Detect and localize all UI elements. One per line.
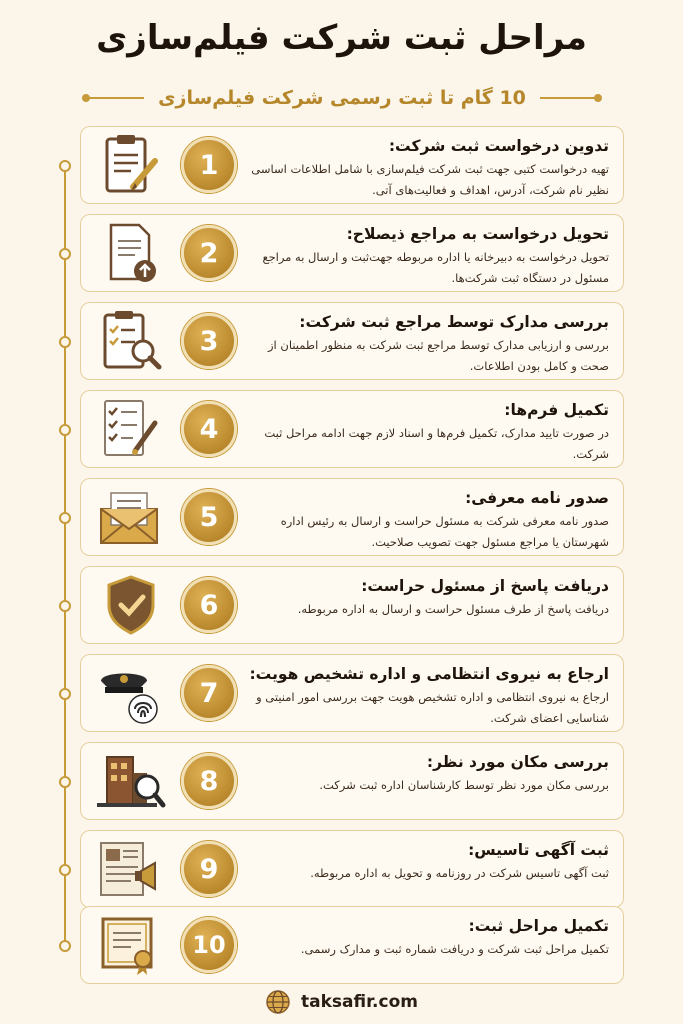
step-card-7 <box>80 654 624 732</box>
timeline-dot <box>59 512 71 524</box>
step-description: تهیه درخواست کتبی جهت ثبت شرکت فیلم‌سازی با شامل اطلاعات اساسی نظیر نام شرکت، آدرس، اهداف و فعالیت‌های آتی. <box>251 162 609 197</box>
certificate-ribbon-icon <box>91 913 173 977</box>
divider-left <box>86 97 144 99</box>
step-description: تکمیل مراحل ثبت شرکت و دریافت شماره ثبت و مدارک رسمی. <box>300 942 609 956</box>
step-card-9 <box>80 830 624 908</box>
step-card-3 <box>80 302 624 380</box>
step-description: در صورت تایید مدارک، تکمیل فرم‌ها و اسناد لازم جهت ادامه مراحل ثبت شرکت. <box>264 426 609 461</box>
step-description: صدور نامه معرفی شرکت به مسئول حراست و ارسال به رئیس اداره شهرستان یا مراجع مسئول جهت تصویب صلاحیت. <box>280 514 609 549</box>
step-description: بررسی و ارزیابی مدارک توسط مراجع ثبت شرکت به منظور اطمینان از صحت و کامل بودن اطلاعات. <box>267 338 609 373</box>
newspaper-megaphone-icon <box>91 837 173 901</box>
step-card-8 <box>80 742 624 820</box>
step-description: دریافت پاسخ از طرف مسئول حراست و ارسال به اداره مربوطه. <box>297 602 609 616</box>
document-upload-icon <box>91 221 173 285</box>
checklist-magnifier-icon <box>91 309 173 373</box>
step-title: تحویل درخواست به مراجع ذیصلاح: <box>346 225 609 243</box>
step-card-2 <box>80 214 624 292</box>
step-card-6 <box>80 566 624 644</box>
page-subtitle: 10 گام تا ثبت رسمی شرکت فیلم‌سازی <box>158 87 526 109</box>
timeline-dot <box>59 600 71 612</box>
timeline-dot <box>59 688 71 700</box>
step-description: ثبت آگهی تاسیس شرکت در روزنامه و تحویل به اداره مربوطه. <box>310 866 609 880</box>
timeline-dot <box>59 336 71 348</box>
page-title: مراحل ثبت شرکت فیلم‌سازی <box>96 18 587 58</box>
step-title: تدوین درخواست ثبت شرکت: <box>388 137 609 155</box>
globe-icon <box>265 989 291 1015</box>
divider-right <box>540 97 598 99</box>
clipboard-pencil-icon <box>91 133 173 197</box>
timeline-dot <box>59 864 71 876</box>
timeline-dot <box>59 248 71 260</box>
timeline-line <box>64 160 66 950</box>
step-card-10 <box>80 906 624 984</box>
step-title: دریافت پاسخ از مسئول حراست: <box>361 577 609 595</box>
step-title: تکمیل مراحل ثبت: <box>468 917 609 935</box>
step-number: 8 <box>181 753 237 809</box>
step-title: صدور نامه معرفی: <box>465 489 609 507</box>
building-magnifier-icon <box>91 749 173 813</box>
police-fingerprint-icon <box>91 661 173 725</box>
step-title: بررسی مدارک توسط مراجع ثبت شرکت: <box>299 313 609 331</box>
step-title: تکمیل فرم‌ها: <box>504 401 609 419</box>
step-description: بررسی مکان مورد نظر توسط کارشناسان اداره ثبت شرکت. <box>319 778 609 792</box>
step-description: ارجاع به نیروی انتظامی و اداره تشخیص هویت جهت بررسی امور امنیتی و شناسایی اعضای شرکت. <box>256 690 609 725</box>
shield-check-icon <box>91 573 173 637</box>
step-number: 7 <box>181 665 237 721</box>
site-url-link[interactable]: taksafir.com <box>301 992 418 1012</box>
step-card-4 <box>80 390 624 468</box>
step-number: 10 <box>181 917 237 973</box>
timeline-dot <box>59 424 71 436</box>
step-number: 3 <box>181 313 237 369</box>
footer <box>0 988 683 1016</box>
form-pen-icon <box>91 397 173 461</box>
step-card-1 <box>80 126 624 204</box>
step-description: تحویل درخواست به دبیرخانه یا اداره مربوطه جهت‌ثبت و ارسال به مراجع مسئول در دستگاه ثبت شرکت‌ها. <box>262 250 609 285</box>
timeline-dot <box>59 940 71 952</box>
step-number: 2 <box>181 225 237 281</box>
step-number: 5 <box>181 489 237 545</box>
step-title: ثبت آگهی تاسیس: <box>468 841 609 859</box>
step-title: بررسی مکان مورد نظر: <box>426 753 609 771</box>
timeline-dot <box>59 160 71 172</box>
step-number: 4 <box>181 401 237 457</box>
envelope-letter-icon <box>91 485 173 549</box>
subtitle-row <box>86 82 598 114</box>
step-number: 1 <box>181 137 237 193</box>
step-card-5 <box>80 478 624 556</box>
step-number: 9 <box>181 841 237 897</box>
step-number: 6 <box>181 577 237 633</box>
timeline-dot <box>59 776 71 788</box>
step-title: ارجاع به نیروی انتظامی و اداره تشخیص هویت: <box>249 665 609 683</box>
